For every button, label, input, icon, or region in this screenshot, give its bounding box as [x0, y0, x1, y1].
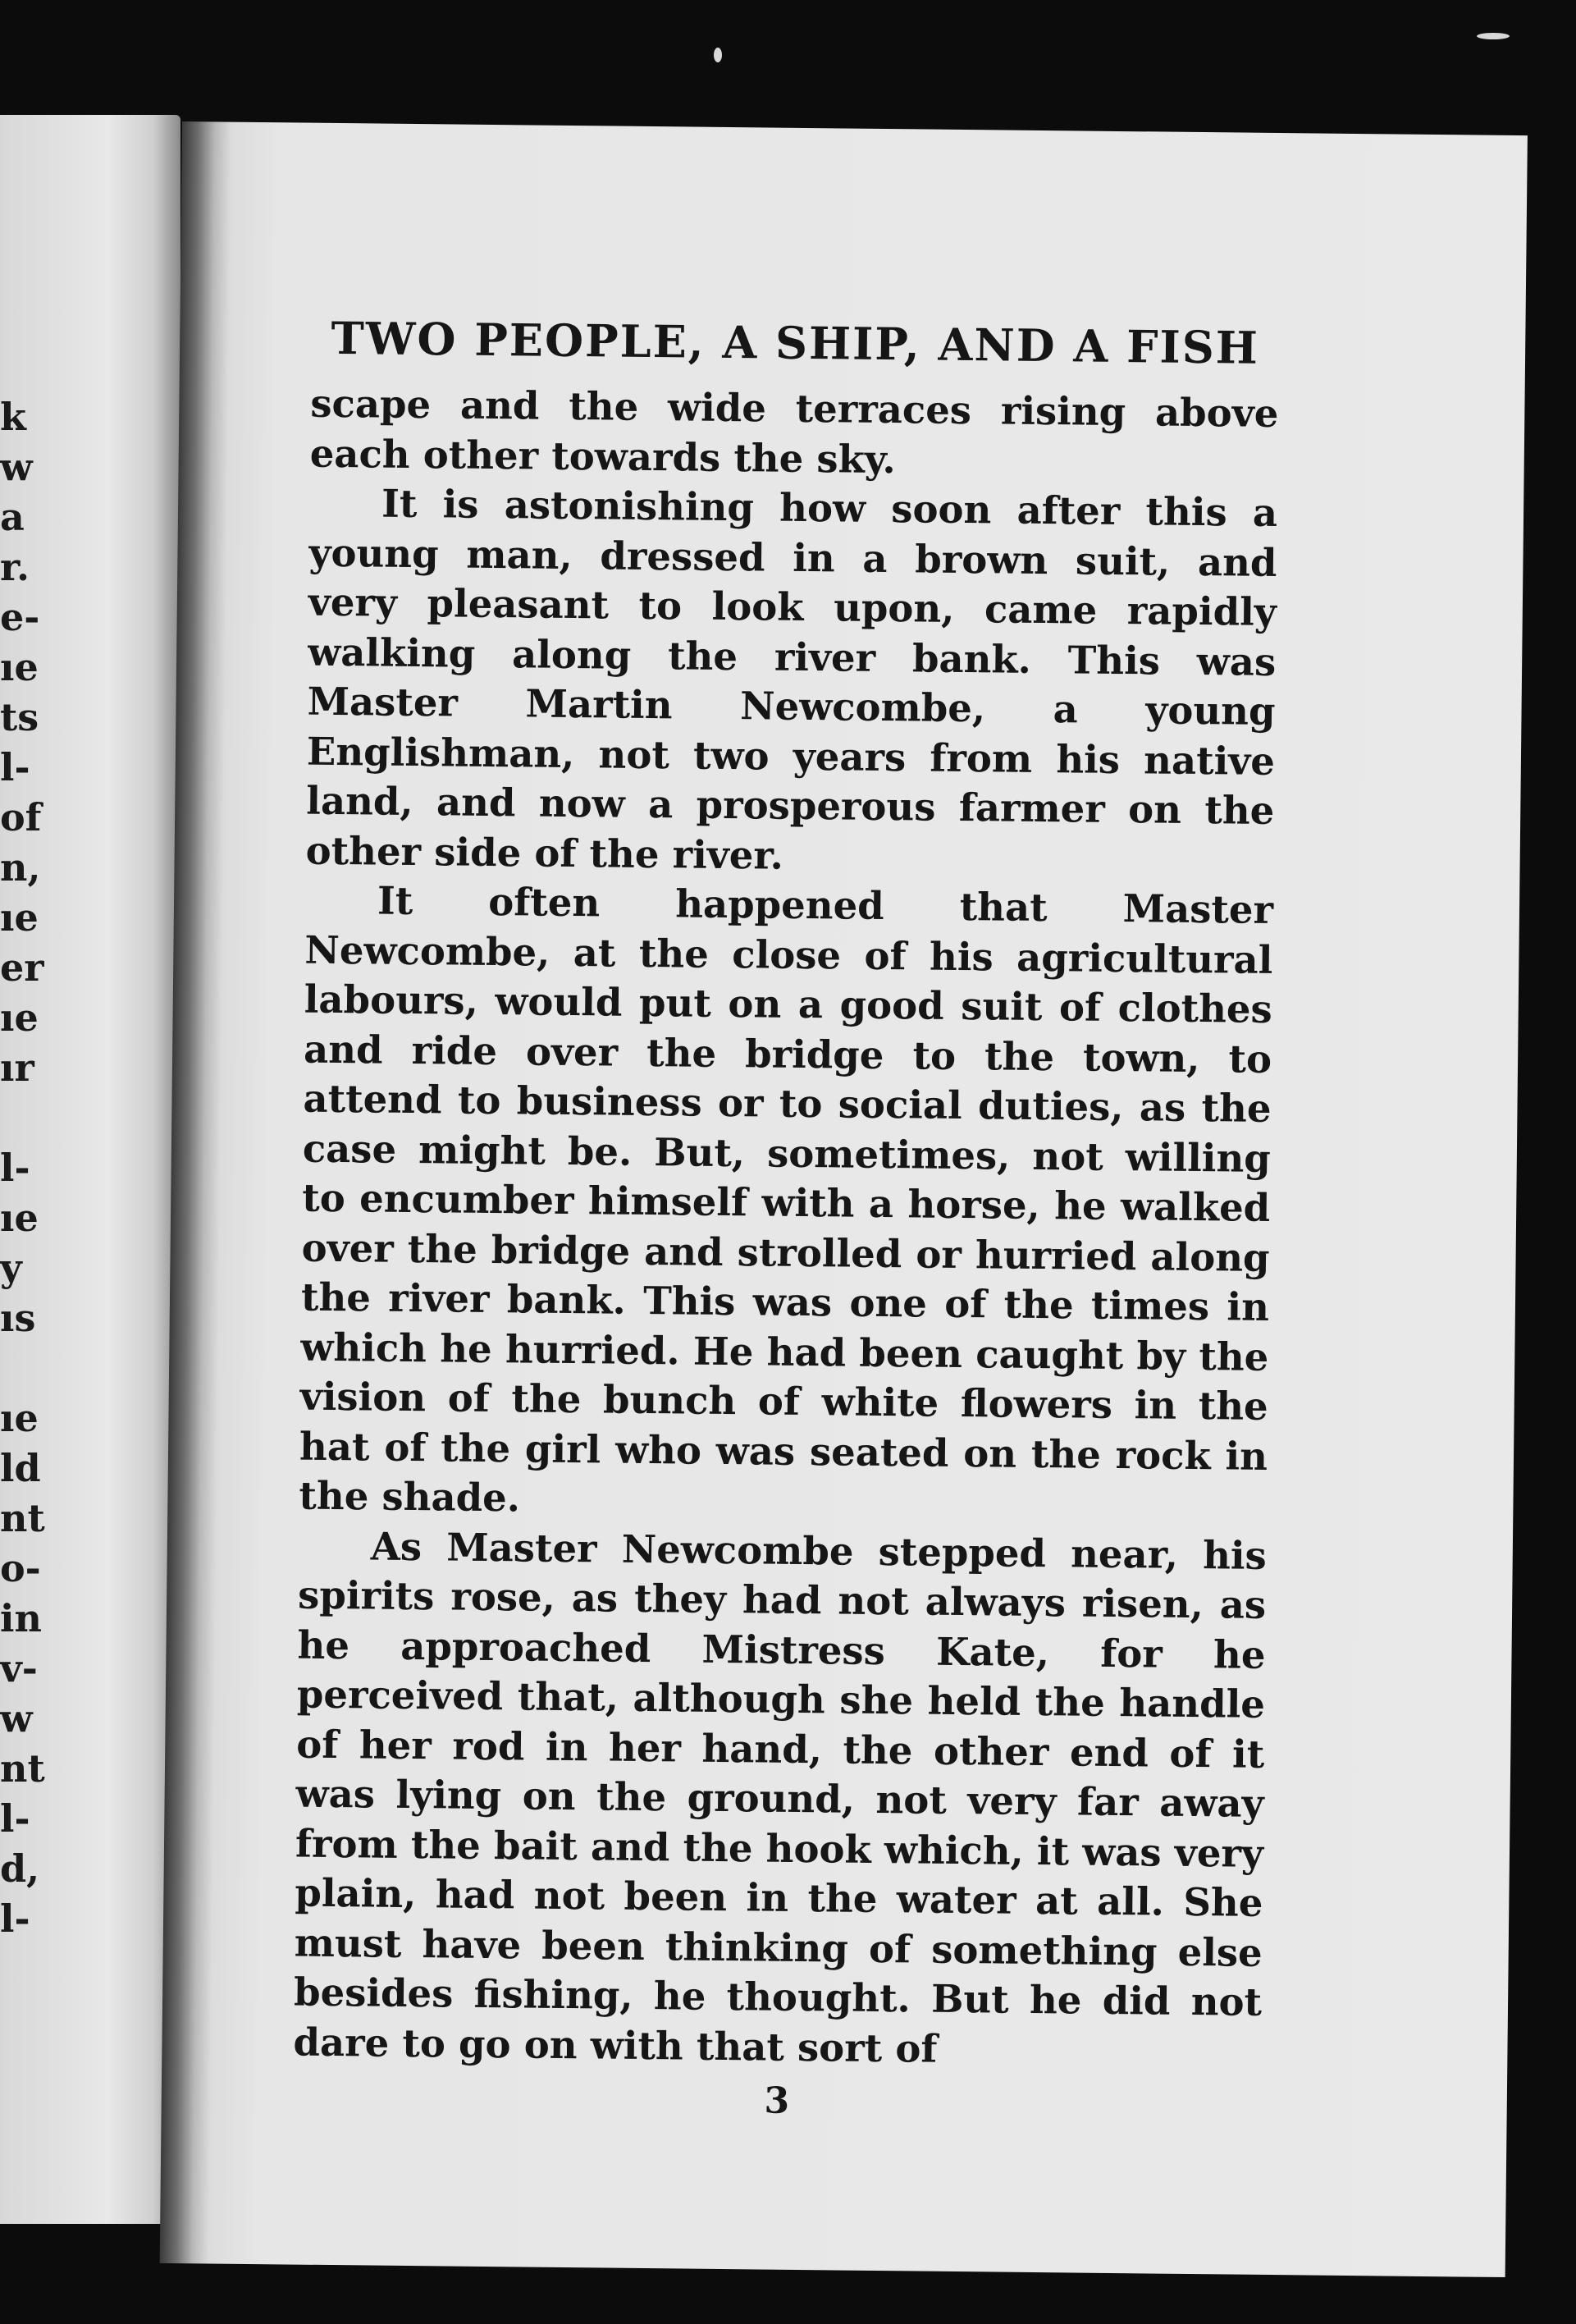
left-page-fragment: w [0, 445, 33, 489]
left-page-fragment: ıe [0, 1396, 39, 1440]
left-page-fragment: e- [0, 595, 40, 639]
left-page-fragment: in [0, 1596, 42, 1640]
left-page-fragment: l- [0, 745, 30, 789]
left-page-fragment: w [0, 1696, 33, 1741]
left-page-fragment: v- [0, 1646, 38, 1690]
left-page-fragment: l- [0, 1796, 30, 1841]
left-page-fragment: o- [0, 1546, 41, 1590]
page-number: 3 [764, 2079, 790, 2122]
left-page-fragment: ır [0, 1045, 34, 1090]
paragraph: As Master Newcombe stepped near, his spirits rose, as they had not always risen, as he approached Mistress Kate, for he perceived that, although she held the handle of her rod in her hand, the other end of it was lying on the ground, not very far away from the bait and the hook which, it was very plain, had not been in the water at all. She must have been thinking of something else besides fishing, he thought. But he did not dare to go on with that sort of [293, 1523, 1268, 2071]
left-page-fragment: of [0, 795, 42, 839]
left-page-fragment: nt [0, 1746, 45, 1791]
left-page-fragment: ıe [0, 995, 39, 1040]
right-page [160, 121, 1528, 2277]
left-page-fragment: ıs [0, 1296, 36, 1340]
dust-speck [1477, 33, 1510, 39]
left-page-fragment: nt [0, 1496, 45, 1540]
left-page-fragment: l- [0, 1896, 30, 1941]
paragraph: It often happened that Master Newcombe, at the close of his agricultural labours, would put on a good suit of clothes and ride over the bridge to the town, to attend to business or to social duties, as the case might be. But, sometimes, not willing to encumber himself with a horse, he walked over the bridge and strolled or hurried along the river bank. This was one of the times in which he hurried. He had been caught by the vision of the bunch of white flowers in the hat of the girl who was seated on the rock in the shade. [299, 877, 1274, 1521]
left-page-fragment: k [0, 395, 26, 439]
paragraph: scape and the wide terraces rising above each other towards the sky. [309, 380, 1279, 482]
left-page-fragment: ld [0, 1446, 41, 1490]
left-page-fragment: y [0, 1246, 22, 1290]
left-page-fragment: ts [0, 695, 39, 739]
left-page [0, 115, 180, 2224]
paragraph: It is astonishing how soon after this a young man, dressed in a brown suit, and very pleasant to look upon, came rapidly walking along the river bank. This was Master Martin Newcombe, a young Englishman, not two years from his native land, and now a prosperous farmer on the other side of the river. [305, 480, 1278, 878]
left-page-fragment: l- [0, 1146, 30, 1190]
left-page-fragment: ıe [0, 895, 39, 940]
left-page-fragment: ıe [0, 645, 39, 689]
left-page-fragment: ıe [0, 1196, 39, 1240]
left-page-fragment: n, [0, 845, 41, 890]
left-page-fragment: r. [0, 545, 30, 589]
left-page-fragment: er [0, 945, 44, 990]
left-page-fragment: d, [0, 1846, 40, 1891]
body-text [293, 379, 1278, 2077]
running-head: TWO PEOPLE, A SHIP, AND A FISH [331, 311, 1260, 374]
page-content [293, 312, 1280, 2127]
dust-speck [714, 48, 722, 62]
left-page-fragment: a [0, 495, 25, 539]
